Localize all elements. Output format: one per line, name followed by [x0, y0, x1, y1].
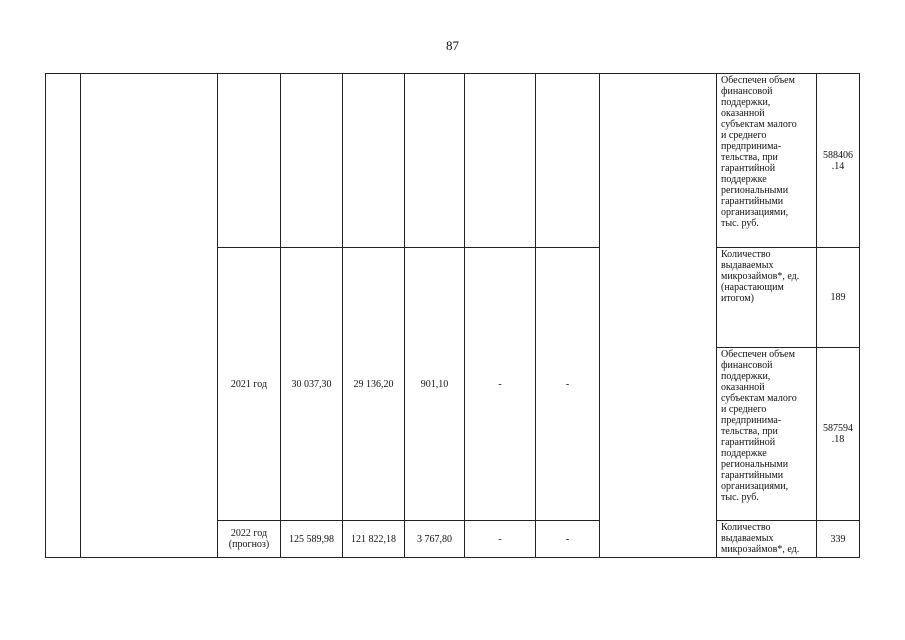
col-line-8	[599, 73, 600, 558]
col-line-11	[859, 73, 860, 558]
regional-cell: 3 767,80	[417, 533, 452, 545]
total-cell: 30 037,30	[291, 378, 332, 390]
federal-cell: 29 136,20	[353, 378, 394, 390]
value-cell: 339	[830, 533, 846, 545]
year-cell: 2022 год (прогноз)	[228, 528, 270, 550]
page-number: 87	[446, 38, 459, 53]
value-cell: 588406 .14	[823, 149, 853, 172]
total-cell: 125 589,98	[289, 533, 334, 545]
table-bottom-border	[45, 557, 860, 558]
value-cell: 189	[830, 292, 846, 303]
col-line-0	[45, 73, 46, 558]
local-cell: -	[498, 378, 502, 390]
federal-cell: 121 822,18	[351, 533, 396, 545]
local-cell: -	[498, 533, 502, 545]
indicator-cell: Количество выдаваемых микрозаймов*, ед.	[721, 522, 800, 555]
other-cell: -	[565, 533, 570, 545]
table-top-border	[45, 73, 860, 74]
year-cell: 2021 год	[230, 378, 268, 390]
indicator-cell: Обеспечен объем финансовой поддержки, оказанной субъектам малого и среднего предпринима- тельства, при гарантийной поддержке региональными гарантийными организациями, тыс. руб.	[721, 75, 797, 229]
value-cell: 587594 .18	[823, 423, 853, 445]
regional-cell: 901,10	[420, 378, 449, 390]
other-cell: -	[565, 378, 570, 390]
indicator-cell: Количество выдаваемых микрозаймов*, ед. (нарастающим итогом)	[721, 249, 800, 304]
col-line-1	[80, 73, 81, 558]
indicator-cell: Обеспечен объем финансовой поддержки, оказанной субъектам малого и среднего предпринима- тельства, при гарантийной поддержке региональными гарантийными организациями, тыс. руб.	[721, 349, 797, 503]
